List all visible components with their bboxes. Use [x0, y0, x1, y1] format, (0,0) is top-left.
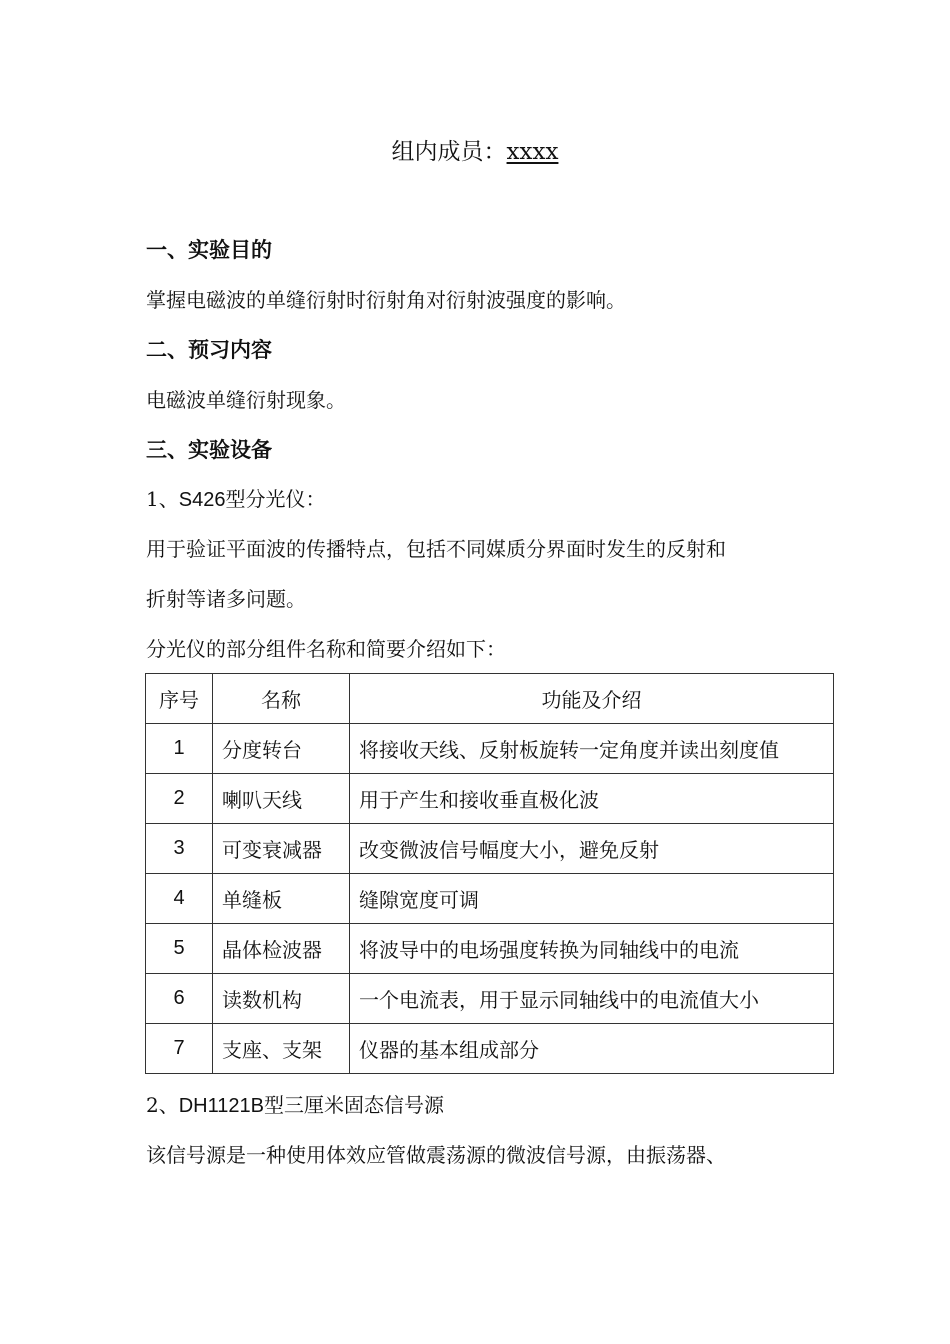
section-text-purpose: 掌握电磁波的单缝衍射时衍射角对衍射波强度的影响。 — [146, 288, 626, 312]
cell-desc: 缝隙宽度可调 — [350, 874, 834, 924]
table-intro: 分光仪的部分组件名称和简要介绍如下： — [146, 637, 506, 661]
table-header-row — [146, 674, 834, 724]
section-heading-preview: 二、预习内容 — [146, 338, 272, 362]
cell-no: 6 — [146, 974, 213, 1024]
table-row — [146, 824, 834, 874]
group-members-label: 组内成员： — [391, 139, 507, 165]
equipment-item-1-desc-line-1: 用于验证平面波的传播特点，包括不同媒质分界面时发生的反射和 — [146, 537, 726, 561]
equipment-item-1-title — [146, 484, 325, 515]
table-row — [146, 974, 834, 1024]
cell-name: 晶体检波器 — [213, 924, 350, 974]
equipment-item-2-title-text: 型三厘米固态信号源 — [263, 1093, 444, 1117]
section-heading-purpose: 一、实验目的 — [146, 238, 272, 262]
table-row — [146, 1024, 834, 1074]
equipment-item-1-title-text: 型分光仪： — [225, 487, 326, 511]
header-name: 名称 — [213, 674, 350, 724]
equipment-item-2-title — [146, 1090, 444, 1121]
section-heading-equipment: 三、实验设备 — [146, 438, 272, 462]
cell-no: 3 — [146, 824, 213, 874]
cell-name: 可变衰减器 — [213, 824, 350, 874]
cell-name: 喇叭天线 — [213, 774, 350, 824]
cell-no: 1 — [146, 724, 213, 774]
cell-no: 7 — [146, 1024, 213, 1074]
cell-no: 5 — [146, 924, 213, 974]
table-row — [146, 924, 834, 974]
equipment-item-2-prefix: 2、 — [146, 1093, 179, 1117]
cell-no: 4 — [146, 874, 213, 924]
table-row — [146, 774, 834, 824]
table-row — [146, 874, 834, 924]
group-members-line — [0, 134, 950, 170]
cell-name: 分度转台 — [213, 724, 350, 774]
header-no: 序号 — [146, 674, 213, 724]
cell-desc: 用于产生和接收垂直极化波 — [350, 774, 834, 824]
equipment-item-1-prefix: 1、 — [146, 487, 179, 511]
section-text-preview: 电磁波单缝衍射现象。 — [146, 388, 346, 412]
cell-desc: 将波导中的电场强度转换为同轴线中的电流 — [350, 924, 834, 974]
equipment-item-1-model: S426 — [178, 489, 226, 511]
components-table — [145, 673, 834, 1074]
cell-desc: 将接收天线、反射板旋转一定角度并读出刻度值 — [350, 724, 834, 774]
equipment-item-2-model: DH1121B — [178, 1095, 264, 1117]
cell-name: 单缝板 — [213, 874, 350, 924]
cell-desc: 改变微波信号幅度大小，避免反射 — [350, 824, 834, 874]
cell-desc: 一个电流表，用于显示同轴线中的电流值大小 — [350, 974, 834, 1024]
equipment-item-2-desc-line-1: 该信号源是一种使用体效应管做震荡源的微波信号源，由振荡器、 — [146, 1143, 726, 1167]
header-desc: 功能及介绍 — [350, 674, 834, 724]
table-row — [146, 724, 834, 774]
cell-name: 读数机构 — [213, 974, 350, 1024]
cell-desc: 仪器的基本组成部分 — [350, 1024, 834, 1074]
cell-name: 支座、支架 — [213, 1024, 350, 1074]
cell-no: 2 — [146, 774, 213, 824]
equipment-item-1-desc-line-2: 折射等诸多问题。 — [146, 587, 306, 611]
group-members-name: xxxx — [506, 139, 559, 165]
